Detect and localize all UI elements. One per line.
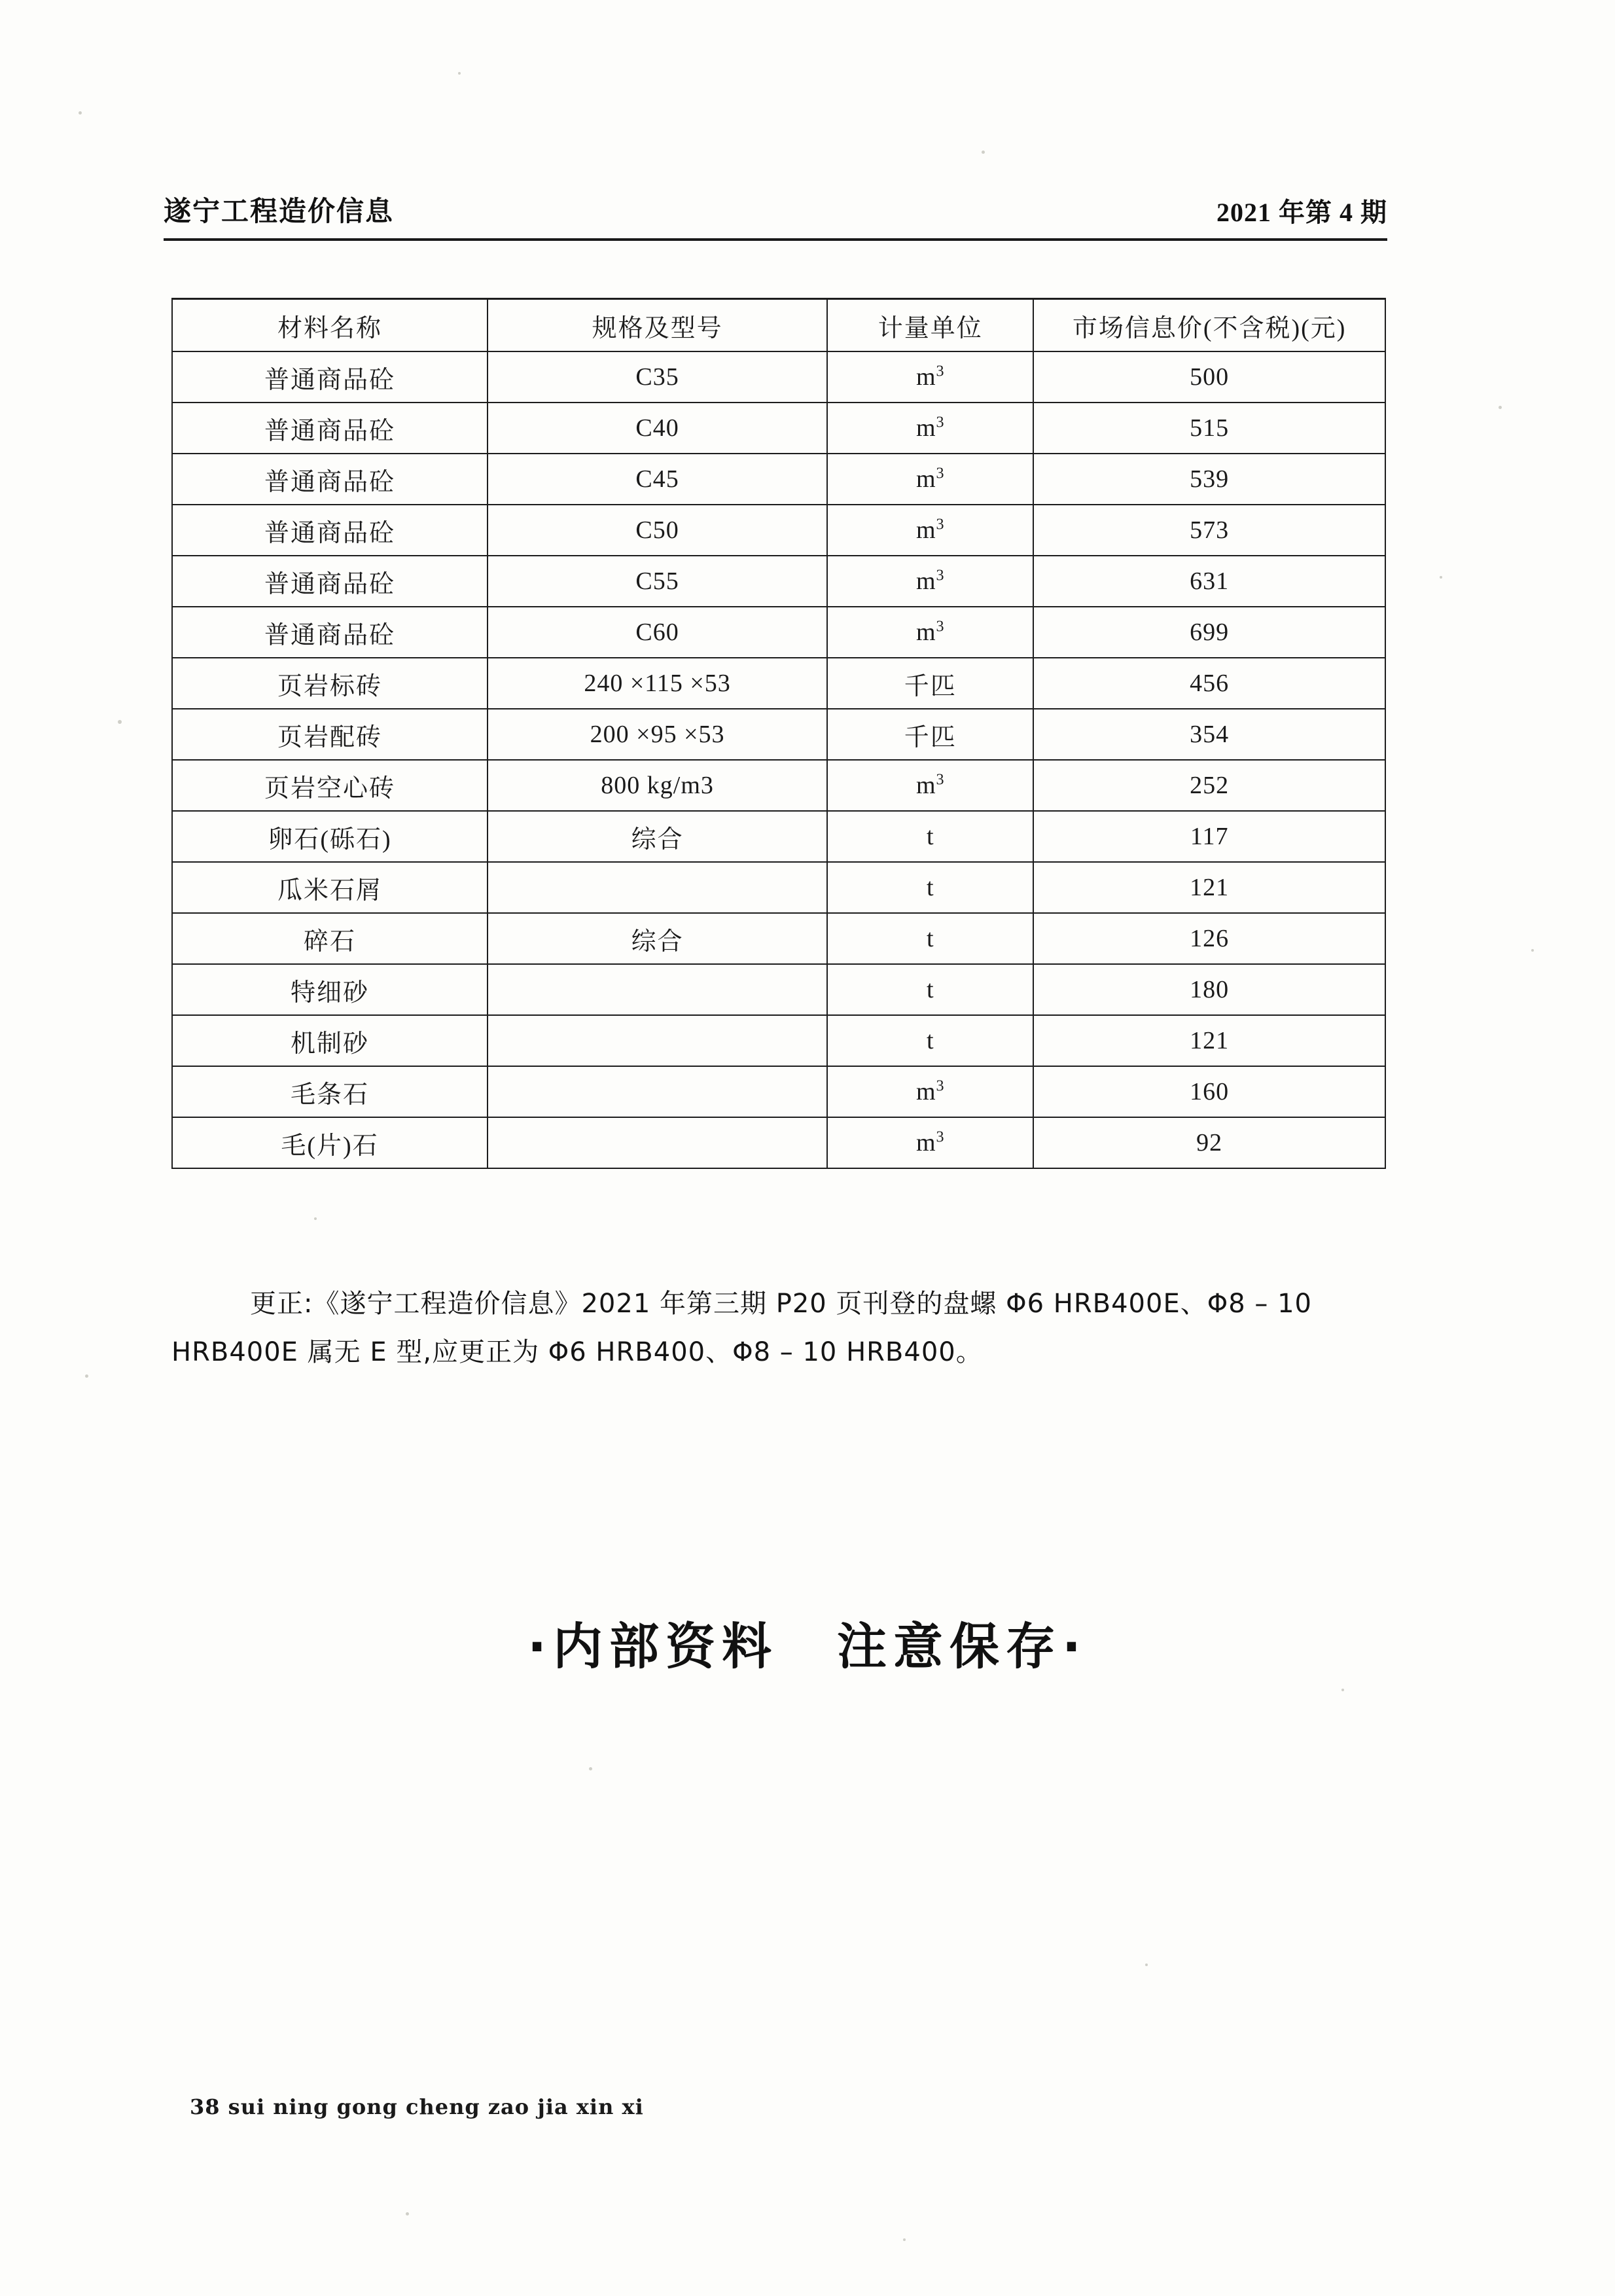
- cell-unit: t: [827, 964, 1033, 1015]
- column-header-name: 材料名称: [172, 299, 488, 352]
- cell-specification: [488, 862, 827, 913]
- scan-speckle: [79, 111, 82, 115]
- cell-unit: $m^3$: [827, 454, 1033, 505]
- cell-material-name: 普通商品砼: [172, 505, 488, 556]
- table-header-row: [172, 299, 1385, 352]
- publication-title: 遂宁工程造价信息: [164, 195, 395, 227]
- cell-specification: 综合: [488, 811, 827, 862]
- cell-material-name: 页岩配砖: [172, 709, 488, 760]
- scan-speckle: [314, 1217, 317, 1220]
- cell-unit: t: [827, 811, 1033, 862]
- price-table-container: [171, 298, 1386, 1169]
- table-row: [172, 454, 1385, 505]
- table-row: [172, 607, 1385, 658]
- internal-document-banner: [0, 1607, 1615, 1678]
- cell-price: 92: [1033, 1117, 1385, 1168]
- cell-specification: [488, 1015, 827, 1066]
- cell-specification: C50: [488, 505, 827, 556]
- cell-material-name: 页岩空心砖: [172, 760, 488, 811]
- cell-specification: 200 ×95 ×53: [488, 709, 827, 760]
- cell-material-name: 毛条石: [172, 1066, 488, 1117]
- cell-price: 180: [1033, 964, 1385, 1015]
- cell-unit: $m^3$: [827, 351, 1033, 403]
- scan-speckle: [1531, 949, 1534, 952]
- correction-line-1: [171, 1280, 1395, 1328]
- table-row: [172, 913, 1385, 964]
- table-row: [172, 811, 1385, 862]
- table-row: [172, 709, 1385, 760]
- page-footer-note: 38 sui ning gong cheng zao jia xin xi: [190, 2094, 644, 2119]
- column-header-price: 市场信息价(不含税)(元): [1033, 299, 1385, 352]
- cell-material-name: 普通商品砼: [172, 351, 488, 403]
- banner-right-text: 注意保存·: [837, 1617, 1088, 1676]
- cell-specification: 综合: [488, 913, 827, 964]
- scan-speckle: [1145, 1964, 1148, 1966]
- cell-material-name: 页岩标砖: [172, 658, 488, 709]
- cell-unit: t: [827, 1015, 1033, 1066]
- cell-material-name: 普通商品砼: [172, 454, 488, 505]
- correction-line-2: [171, 1328, 1395, 1376]
- cell-material-name: 普通商品砼: [172, 403, 488, 454]
- cell-price: 573: [1033, 505, 1385, 556]
- cell-unit: $m^3$: [827, 760, 1033, 811]
- cell-material-name: 碎石: [172, 913, 488, 964]
- cell-material-name: 机制砂: [172, 1015, 488, 1066]
- cell-specification: C35: [488, 351, 827, 403]
- correction-text-2: HRB400E 属无 E 型,应更正为 Φ6 HRB400、Φ8 – 10 HRB400。: [171, 1337, 983, 1367]
- cell-specification: C55: [488, 556, 827, 607]
- cell-material-name: 普通商品砼: [172, 556, 488, 607]
- column-header-unit: 计量单位: [827, 299, 1033, 352]
- table-body: [172, 351, 1385, 1168]
- cell-unit: t: [827, 913, 1033, 964]
- cell-unit: $m^3$: [827, 556, 1033, 607]
- cell-material-name: 瓜米石屑: [172, 862, 488, 913]
- cell-unit: $m^3$: [827, 607, 1033, 658]
- cell-specification: [488, 1117, 827, 1168]
- cell-specification: C40: [488, 403, 827, 454]
- correction-text-1: 更正:《遂宁工程造价信息》2021 年第三期 P20 页刊登的盘螺 Φ6 HRB400E、Φ8 – 10: [250, 1289, 1312, 1319]
- scan-speckle: [1341, 1689, 1344, 1691]
- cell-price: 252: [1033, 760, 1385, 811]
- cell-specification: 240 ×115 ×53: [488, 658, 827, 709]
- cell-price: 631: [1033, 556, 1385, 607]
- table-row: [172, 351, 1385, 403]
- correction-note: [171, 1280, 1395, 1376]
- scan-speckle: [1499, 406, 1502, 409]
- cell-material-name: 卵石(砾石): [172, 811, 488, 862]
- cell-unit: $m^3$: [827, 403, 1033, 454]
- table-row: [172, 964, 1385, 1015]
- cell-unit: $m^3$: [827, 505, 1033, 556]
- cell-unit: 千匹: [827, 658, 1033, 709]
- table-row: [172, 1015, 1385, 1066]
- table-row: [172, 1117, 1385, 1168]
- cell-specification: C45: [488, 454, 827, 505]
- table-row: [172, 1066, 1385, 1117]
- table-row: [172, 556, 1385, 607]
- cell-price: 126: [1033, 913, 1385, 964]
- scan-speckle: [589, 1767, 592, 1770]
- page-header: [164, 190, 1387, 241]
- table-row: [172, 862, 1385, 913]
- cell-price: 121: [1033, 1015, 1385, 1066]
- table-row: [172, 505, 1385, 556]
- cell-price: 500: [1033, 351, 1385, 403]
- cell-unit: 千匹: [827, 709, 1033, 760]
- scan-speckle: [1440, 576, 1442, 579]
- column-header-spec: 规格及型号: [488, 299, 827, 352]
- cell-price: 121: [1033, 862, 1385, 913]
- table-row: [172, 658, 1385, 709]
- cell-specification: [488, 964, 827, 1015]
- cell-price: 539: [1033, 454, 1385, 505]
- cell-price: 699: [1033, 607, 1385, 658]
- cell-material-name: 普通商品砼: [172, 607, 488, 658]
- cell-price: 515: [1033, 403, 1385, 454]
- cell-specification: 800 kg/m3: [488, 760, 827, 811]
- scan-speckle: [406, 2212, 409, 2215]
- material-price-table: [171, 298, 1386, 1169]
- cell-specification: C60: [488, 607, 827, 658]
- issue-label: 2021 年第 4 期: [1216, 198, 1387, 227]
- cell-material-name: 特细砂: [172, 964, 488, 1015]
- cell-specification: [488, 1066, 827, 1117]
- scan-speckle: [458, 72, 461, 75]
- cell-unit: $m^3$: [827, 1117, 1033, 1168]
- cell-unit: t: [827, 862, 1033, 913]
- cell-price: 354: [1033, 709, 1385, 760]
- cell-unit: $m^3$: [827, 1066, 1033, 1117]
- scan-speckle: [85, 1374, 88, 1378]
- scan-speckle: [118, 720, 122, 724]
- scan-speckle: [903, 2238, 906, 2241]
- scan-speckle: [982, 151, 985, 154]
- table-row: [172, 403, 1385, 454]
- cell-price: 117: [1033, 811, 1385, 862]
- banner-left-text: ·内部资料: [527, 1617, 778, 1676]
- cell-price: 160: [1033, 1066, 1385, 1117]
- cell-price: 456: [1033, 658, 1385, 709]
- cell-material-name: 毛(片)石: [172, 1117, 488, 1168]
- table-row: [172, 760, 1385, 811]
